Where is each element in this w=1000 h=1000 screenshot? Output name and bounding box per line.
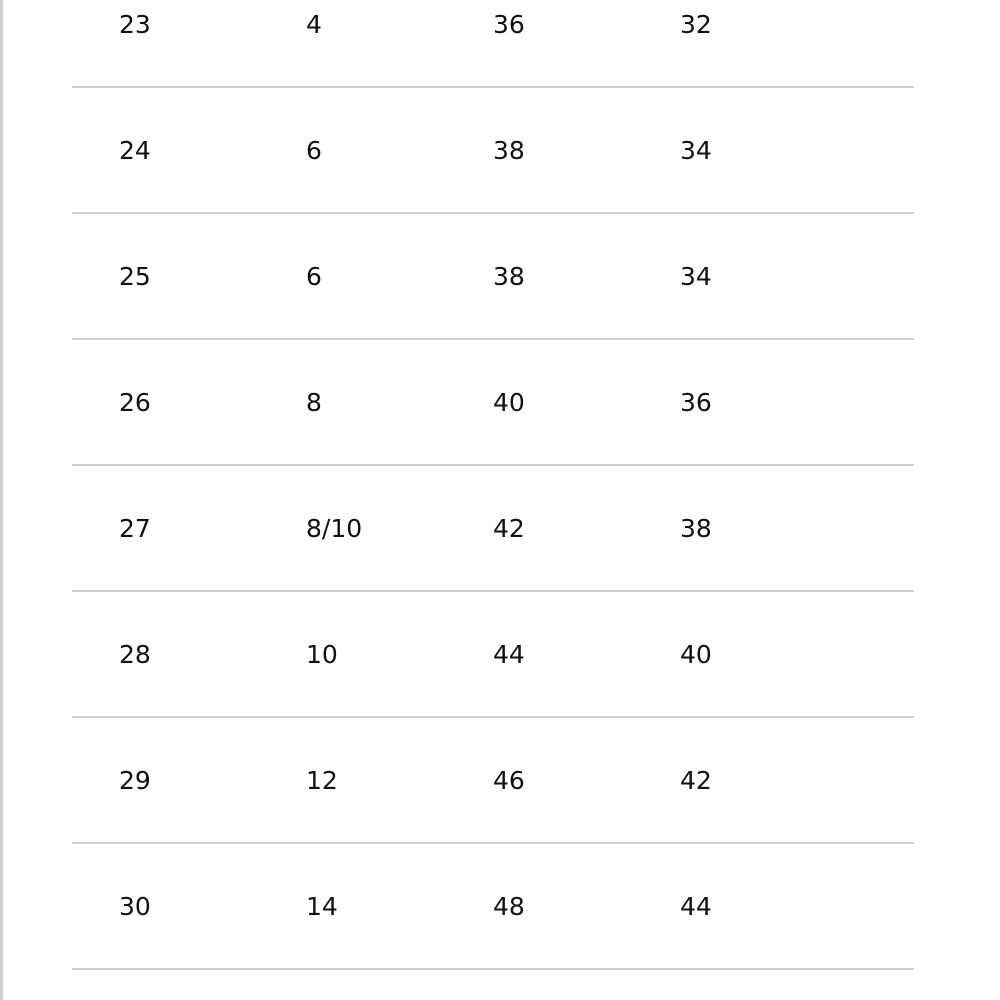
- table-cell: 6: [306, 136, 322, 165]
- table-cell: 40: [493, 388, 525, 417]
- table-row: [72, 718, 914, 844]
- table-cell: 46: [493, 766, 525, 795]
- table-cell: 28: [119, 640, 151, 669]
- table-cell: 27: [119, 514, 151, 543]
- table-cell: 38: [493, 136, 525, 165]
- table-row: [72, 340, 914, 466]
- table-row: [72, 592, 914, 718]
- table-cell: 8/10: [306, 514, 363, 543]
- table-cell: 6: [306, 262, 322, 291]
- table-cell: 10: [306, 640, 338, 669]
- table-cell: 4: [306, 10, 322, 39]
- table-cell: 23: [119, 10, 151, 39]
- left-border: [0, 0, 3, 1000]
- table-cell: 42: [680, 766, 712, 795]
- table-cell: 24: [119, 136, 151, 165]
- table-row: [72, 214, 914, 340]
- table-cell: 38: [680, 514, 712, 543]
- table-cell: 36: [680, 388, 712, 417]
- table-cell: 38: [493, 262, 525, 291]
- table-cell: 32: [680, 10, 712, 39]
- table-cell: 14: [306, 892, 338, 921]
- table-row: [72, 0, 914, 88]
- size-table: [72, 0, 914, 970]
- table-cell: 30: [119, 892, 151, 921]
- table-cell: 40: [680, 640, 712, 669]
- table-cell: 42: [493, 514, 525, 543]
- table-cell: 34: [680, 136, 712, 165]
- table-row: [72, 466, 914, 592]
- table-cell: 36: [493, 10, 525, 39]
- table-cell: 12: [306, 766, 338, 795]
- table-cell: 48: [493, 892, 525, 921]
- table-cell: 26: [119, 388, 151, 417]
- table-cell: 29: [119, 766, 151, 795]
- table-cell: 8: [306, 388, 322, 417]
- table-row: [72, 844, 914, 970]
- table-cell: 34: [680, 262, 712, 291]
- table-cell: 44: [493, 640, 525, 669]
- table-cell: 25: [119, 262, 151, 291]
- table-cell: 44: [680, 892, 712, 921]
- table-row: [72, 88, 914, 214]
